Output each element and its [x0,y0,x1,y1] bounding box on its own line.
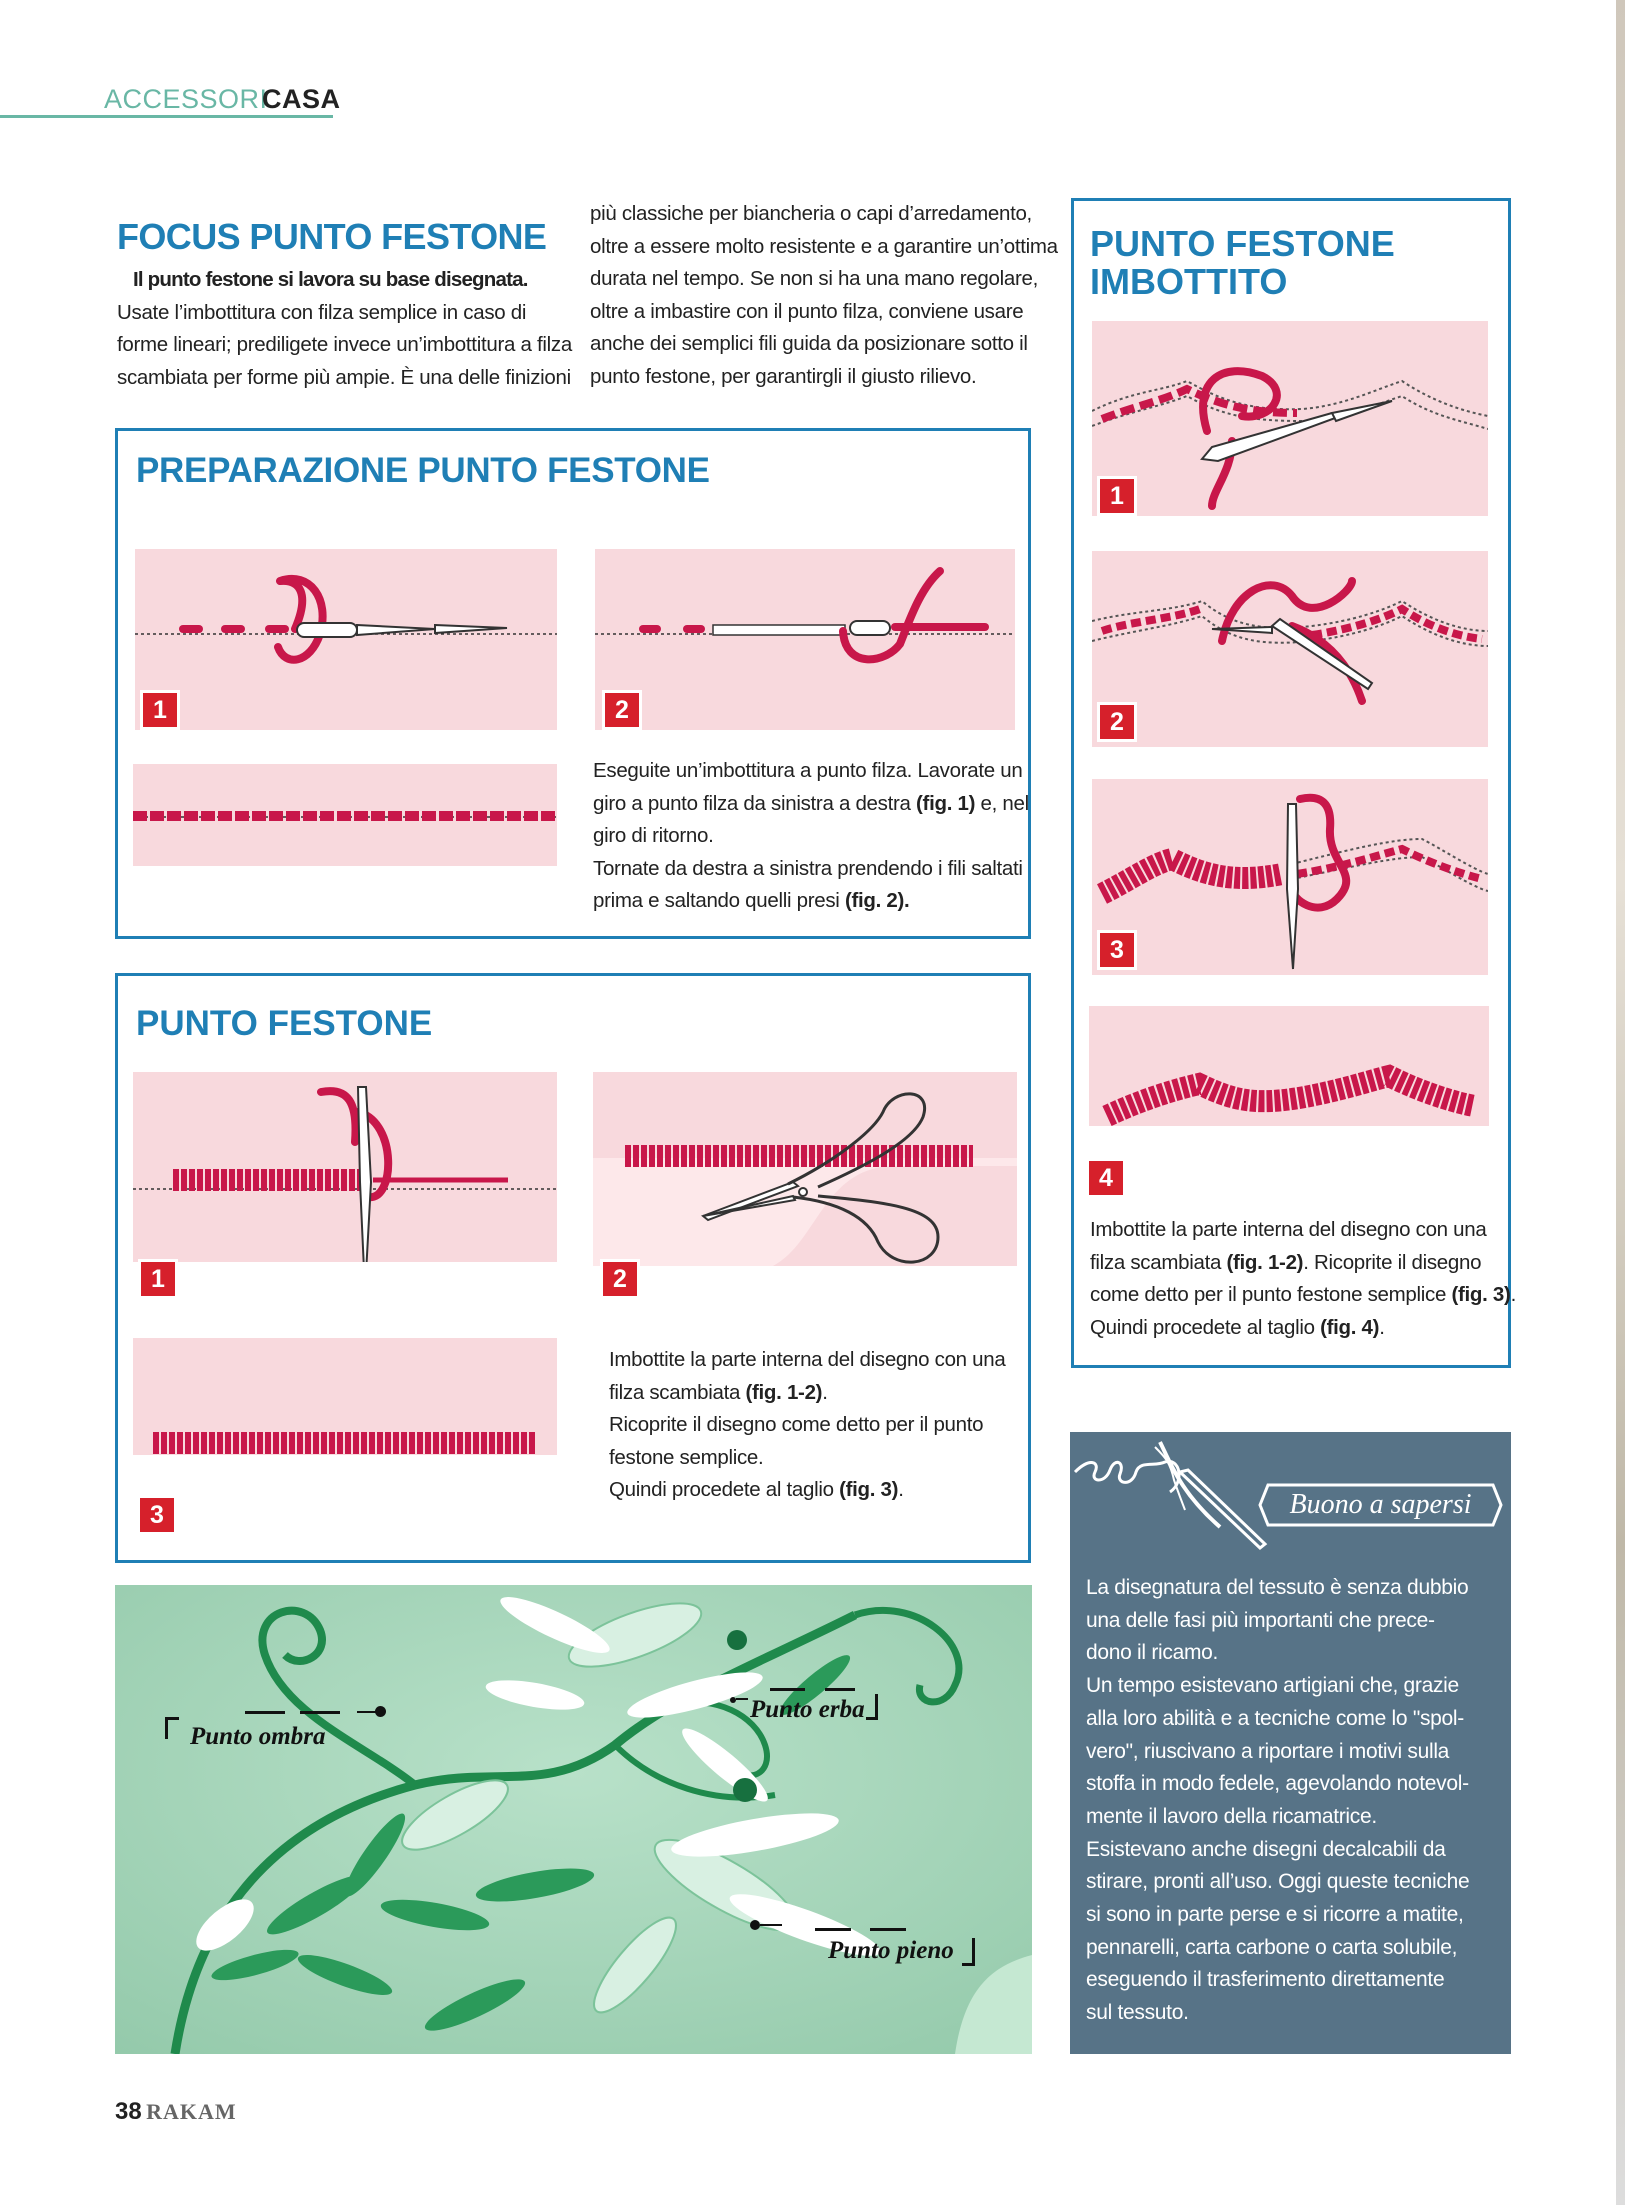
topic-label: CASA [262,84,341,114]
figure-reference: (fig. 1-2) [745,1380,823,1404]
figure-reference: (fig. 2). [844,889,910,912]
label-punto-ombra [165,1711,390,1751]
magazine-name: RAKAM [146,2099,237,2124]
imbottito-text-line: filza scambiata (fig. 1-2). Ricoprite il disegno [1090,1250,1482,1274]
imbottito-text-line: come detto per il punto festone semplice (fig. 3). [1090,1283,1516,1306]
prep-fig-2-number: 2 [605,693,639,727]
figure-reference: (fig. 1) [916,791,976,815]
tip-text-line: stirare, pronti all’uso. Oggi queste tecniche [1086,1870,1470,1894]
festone-text-line: filza scambiata (fig. 1-2). [609,1380,828,1404]
figure-reference: (fig. 3) [839,1478,899,1501]
prep-fig-1-number: 1 [143,693,177,727]
festone-text-line: Quindi procedete al taglio (fig. 3). [609,1478,904,1501]
festone-title: PUNTO FESTONE [136,1004,433,1043]
imbottito-text-line: Quindi procedete al taglio (fig. 4). [1090,1315,1385,1339]
imbottito-box [1071,198,1516,1368]
festone-fig-1 [133,1072,557,1293]
tip-text-line: eseguendo il trasferimento direttamente [1086,1968,1445,1992]
prep-fig-1 [135,549,557,730]
festone-box [115,973,1031,1563]
festone-text-line: festone semplice. [609,1445,764,1469]
festone-fig-1-number: 1 [141,1262,175,1296]
page-number: 38 [115,2098,142,2125]
tip-text [1086,1572,1501,2030]
label-punto-pieno [750,1920,990,1970]
prep-text-line: giro a punto filza da sinistra a destra (fig. 1) e, nel [593,791,1029,815]
focus-lead: Il punto festone si lavora su base disegnata. [133,268,528,291]
embroidery-photo [115,1585,1032,2054]
tip-text-line: alla loro abilità e a tecniche come lo "spol- [1086,1706,1464,1730]
festone-text-line: Imbottite la parte interna del disegno con una [609,1348,1006,1371]
imbottito-fig-2-number: 2 [1100,705,1134,739]
focus-col2-line: oltre a essere molto resistente e a garantire un’ottima [590,234,1058,258]
focus-col2-line: punto festone, per garantirgli il giusto rilievo. [590,364,977,388]
imbottito-fig-1 [1092,321,1488,516]
tip-text-line: vero", riuscivano a riportare i motivi sulla [1086,1739,1450,1763]
tip-text-line: una delle fasi più importanti che prece- [1086,1608,1435,1632]
label-punto-ombra-text: Punto ombra [190,1723,326,1750]
preparazione-title: PREPARAZIONE PUNTO FESTONE [136,451,710,490]
tip-text-line: stoffa in modo fedele, agevolando notevol- [1086,1772,1469,1796]
tip-text-line: Un tempo esistevano artigiani che, grazie [1086,1674,1459,1698]
section-label: ACCESSORI [104,84,268,114]
tip-text-line: mente il lavoro della ricamatrice. [1086,1804,1377,1828]
figure-reference: (fig. 3) [1451,1283,1511,1306]
focus-col1-line: scambiata per forme più ampie. È una delle finizioni [117,365,571,389]
preparazione-box [115,428,1031,939]
focus-col2-line: anche dei semplici fili guida da posizionare sotto il [590,332,1028,355]
tip-badge [1258,1482,1503,1528]
imbottito-text-line: Imbottite la parte interna del disegno con una [1090,1218,1487,1241]
imbottito-fig-3 [1092,779,1488,975]
label-punto-pieno-text: Punto pieno [828,1937,954,1964]
imbottito-title [1090,225,1395,301]
tip-text-line: sul tessuto. [1086,2001,1189,2025]
prep-text-line: Tornate da destra a sinistra prendendo i fili saltati [593,856,1023,880]
tip-text-line: Esistevano anche disegni decalcabili da [1086,1837,1446,1861]
running-head-rule [0,115,333,118]
folio [115,2098,237,2128]
focus-col2-line: oltre a imbastire con il punto filza, conviene usare [590,299,1024,323]
festone-text-line: Ricoprite il disegno come detto per il punto [609,1413,984,1436]
page-edge [1616,0,1625,2205]
focus-col1-line: Usate l’imbottitura con filza semplice in caso di [117,300,527,324]
prep-text-line: Eseguite un’imbottitura a punto filza. Lavorate un [593,759,1023,782]
imbottito-fig-4 [1089,1006,1489,1136]
imbottito-fig-2 [1092,551,1488,747]
figure-reference: (fig. 1-2) [1226,1250,1304,1274]
tip-text-line: La disegnatura del tessuto è senza dubbio [1086,1576,1469,1599]
focus-col1 [117,264,572,394]
label-punto-erba [730,1688,890,1728]
label-punto-erba-text: Punto erba [750,1696,865,1723]
festone-fig-2-number: 2 [603,1262,637,1296]
focus-col2 [590,198,1058,393]
festone-text [609,1344,1019,1507]
figure-reference: (fig. 4) [1320,1315,1380,1339]
imbottito-fig-4-number: 4 [1089,1161,1123,1195]
focus-col1-line: forme lineari; prediligete invece un’imbottitura a filza [117,333,572,356]
prep-text-line: prima e saltando quelli presi (fig. 2). [593,889,910,912]
prep-fig-2 [595,549,1015,730]
focus-col2-line: durata nel tempo. Se non si ha una mano regolare, [590,267,1038,290]
festone-fig-2 [593,1072,1017,1293]
festone-fig-3-number: 3 [140,1498,174,1532]
imbottito-text [1090,1214,1516,1344]
focus-title: FOCUS PUNTO FESTONE [117,216,547,257]
prep-strip [133,764,557,866]
focus-col2-line: più classiche per biancheria o capi d’arredamento, [590,202,1032,225]
tip-text-line: pennarelli, carta carbone o carta solubile, [1086,1935,1458,1959]
imbottito-fig-3-number: 3 [1100,933,1134,967]
tip-text-line: dono il ricamo. [1086,1641,1219,1665]
imbottito-title-line2: IMBOTTITO [1090,261,1288,302]
tip-badge-text: Buono a sapersi [1289,1489,1472,1520]
tip-box [1070,1432,1511,2054]
imbottito-title-line1: PUNTO FESTONE [1090,223,1395,264]
tip-text-line: si sono in parte perse e si ricorre a matite, [1086,1903,1464,1927]
prep-text-line: giro di ritorno. [593,824,714,847]
imbottito-fig-1-number: 1 [1100,479,1134,513]
festone-fig-3 [133,1338,557,1456]
prep-text [593,755,1029,918]
